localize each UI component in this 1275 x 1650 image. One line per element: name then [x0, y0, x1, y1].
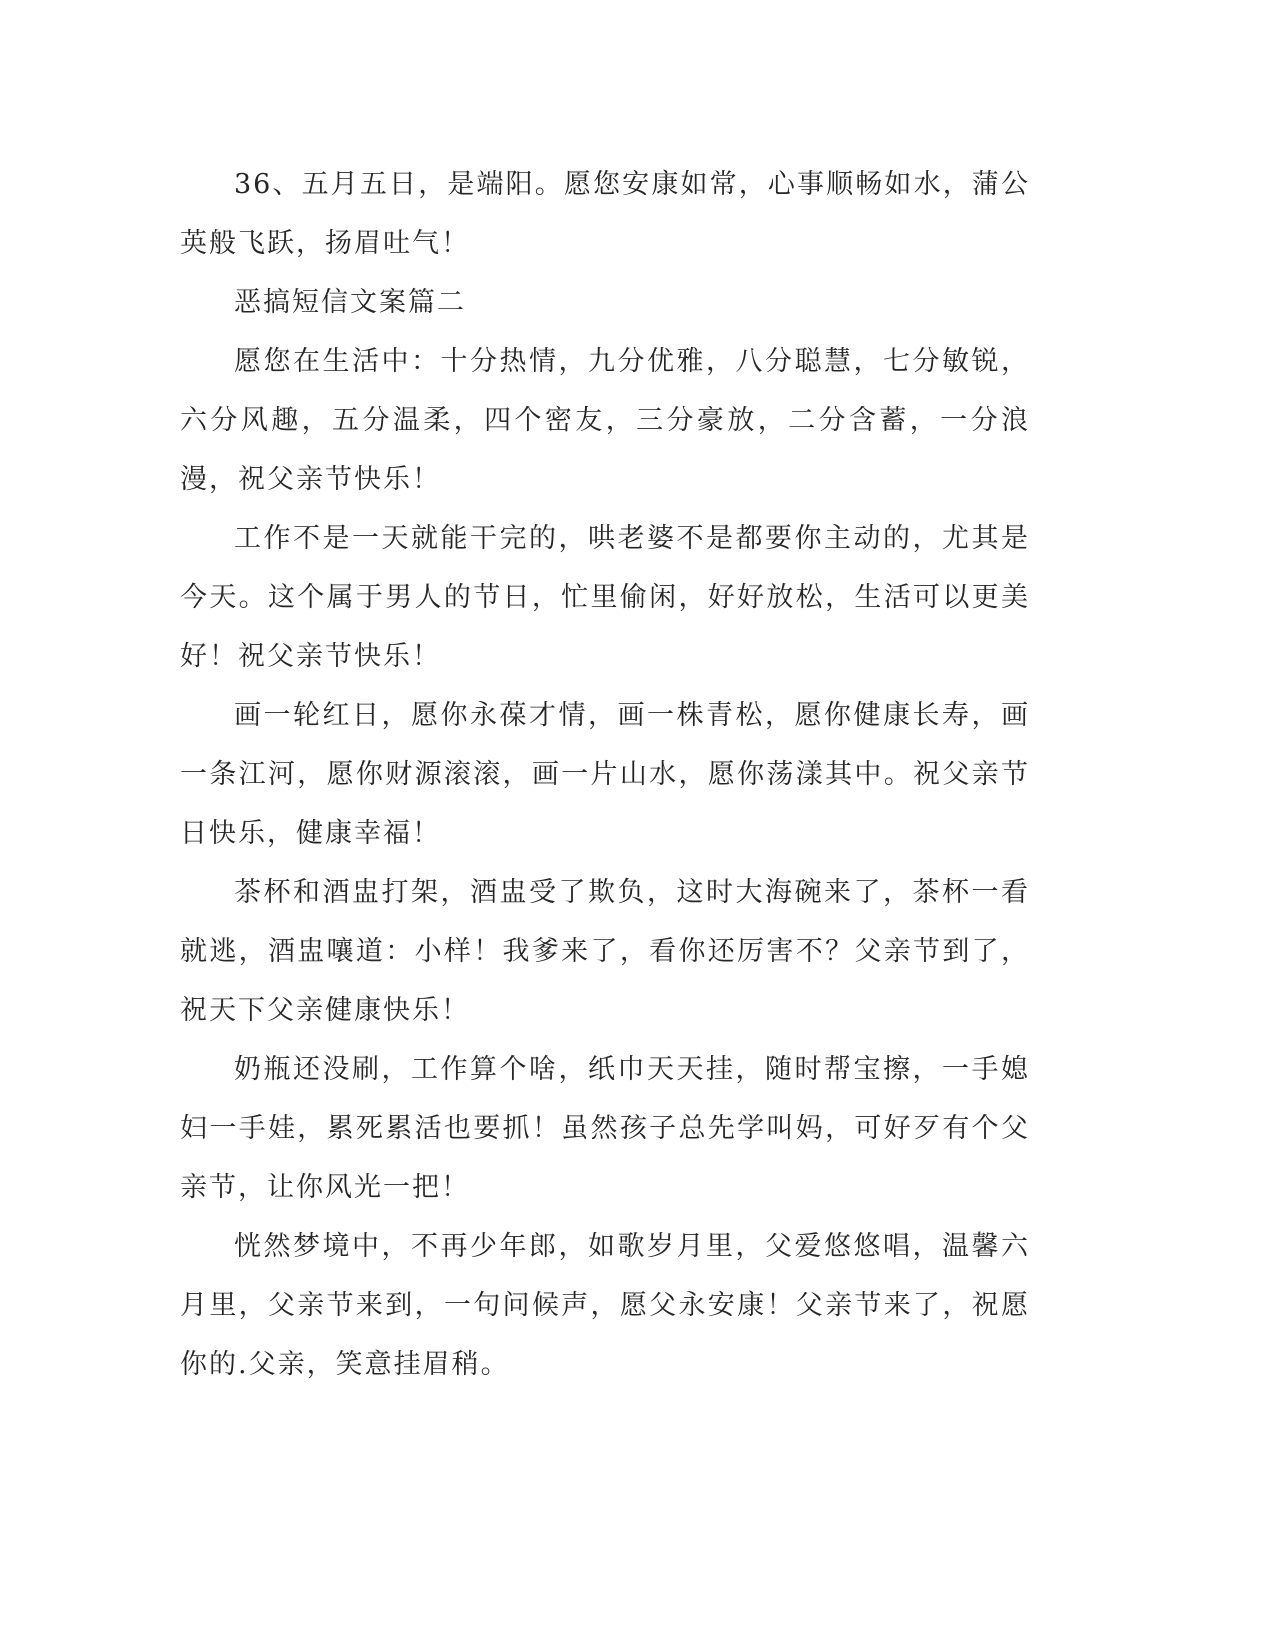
paragraph: 愿您在生活中：十分热情，九分优雅，八分聪慧，七分敏锐，六分风趣，五分温柔，四个密友，三分豪放，二分含蓄，一分浪漫，祝父亲节快乐！ [180, 346, 1030, 495]
paragraph: 工作不是一天就能干完的，哄老婆不是都要你主动的，尤其是今天。这个属于男人的节日，忙里偷闲，好好放松，生活可以更美好！祝父亲节快乐！ [180, 523, 1030, 672]
paragraph: 画一轮红日，愿你永葆才情，画一株青松，愿你健康长寿，画一条江河，愿你财源滚滚，画一片山水，愿你荡漾其中。祝父亲节日快乐，健康幸福！ [180, 700, 1030, 849]
paragraph: 茶杯和酒盅打架，酒盅受了欺负，这时大海碗来了，茶杯一看就逃，酒盅嚷道：小样！我爹来了，看你还厉害不？父亲节到了，祝天下父亲健康快乐！ [180, 877, 1030, 1026]
paragraph-36: 36、五月五日，是端阳。愿您安康如常，心事顺畅如水，蒲公英般飞跃，扬眉吐气！ [180, 169, 1030, 259]
paragraph: 奶瓶还没刷，工作算个啥，纸巾天天挂，随时帮宝擦，一手媳妇一手娃，累死累活也要抓！虽然孩子总先学叫妈，可好歹有个父亲节，让你风光一把！ [180, 1054, 1030, 1203]
paragraph: 恍然梦境中，不再少年郎，如歌岁月里，父爱悠悠唱，温馨六月里，父亲节来到，一句问候声，愿父永安康！父亲节来了，祝愿你的.父亲，笑意挂眉稍。 [180, 1231, 1030, 1380]
section-heading: 恶搞短信文案篇二 [234, 287, 466, 318]
document-body [180, 155, 1030, 1394]
